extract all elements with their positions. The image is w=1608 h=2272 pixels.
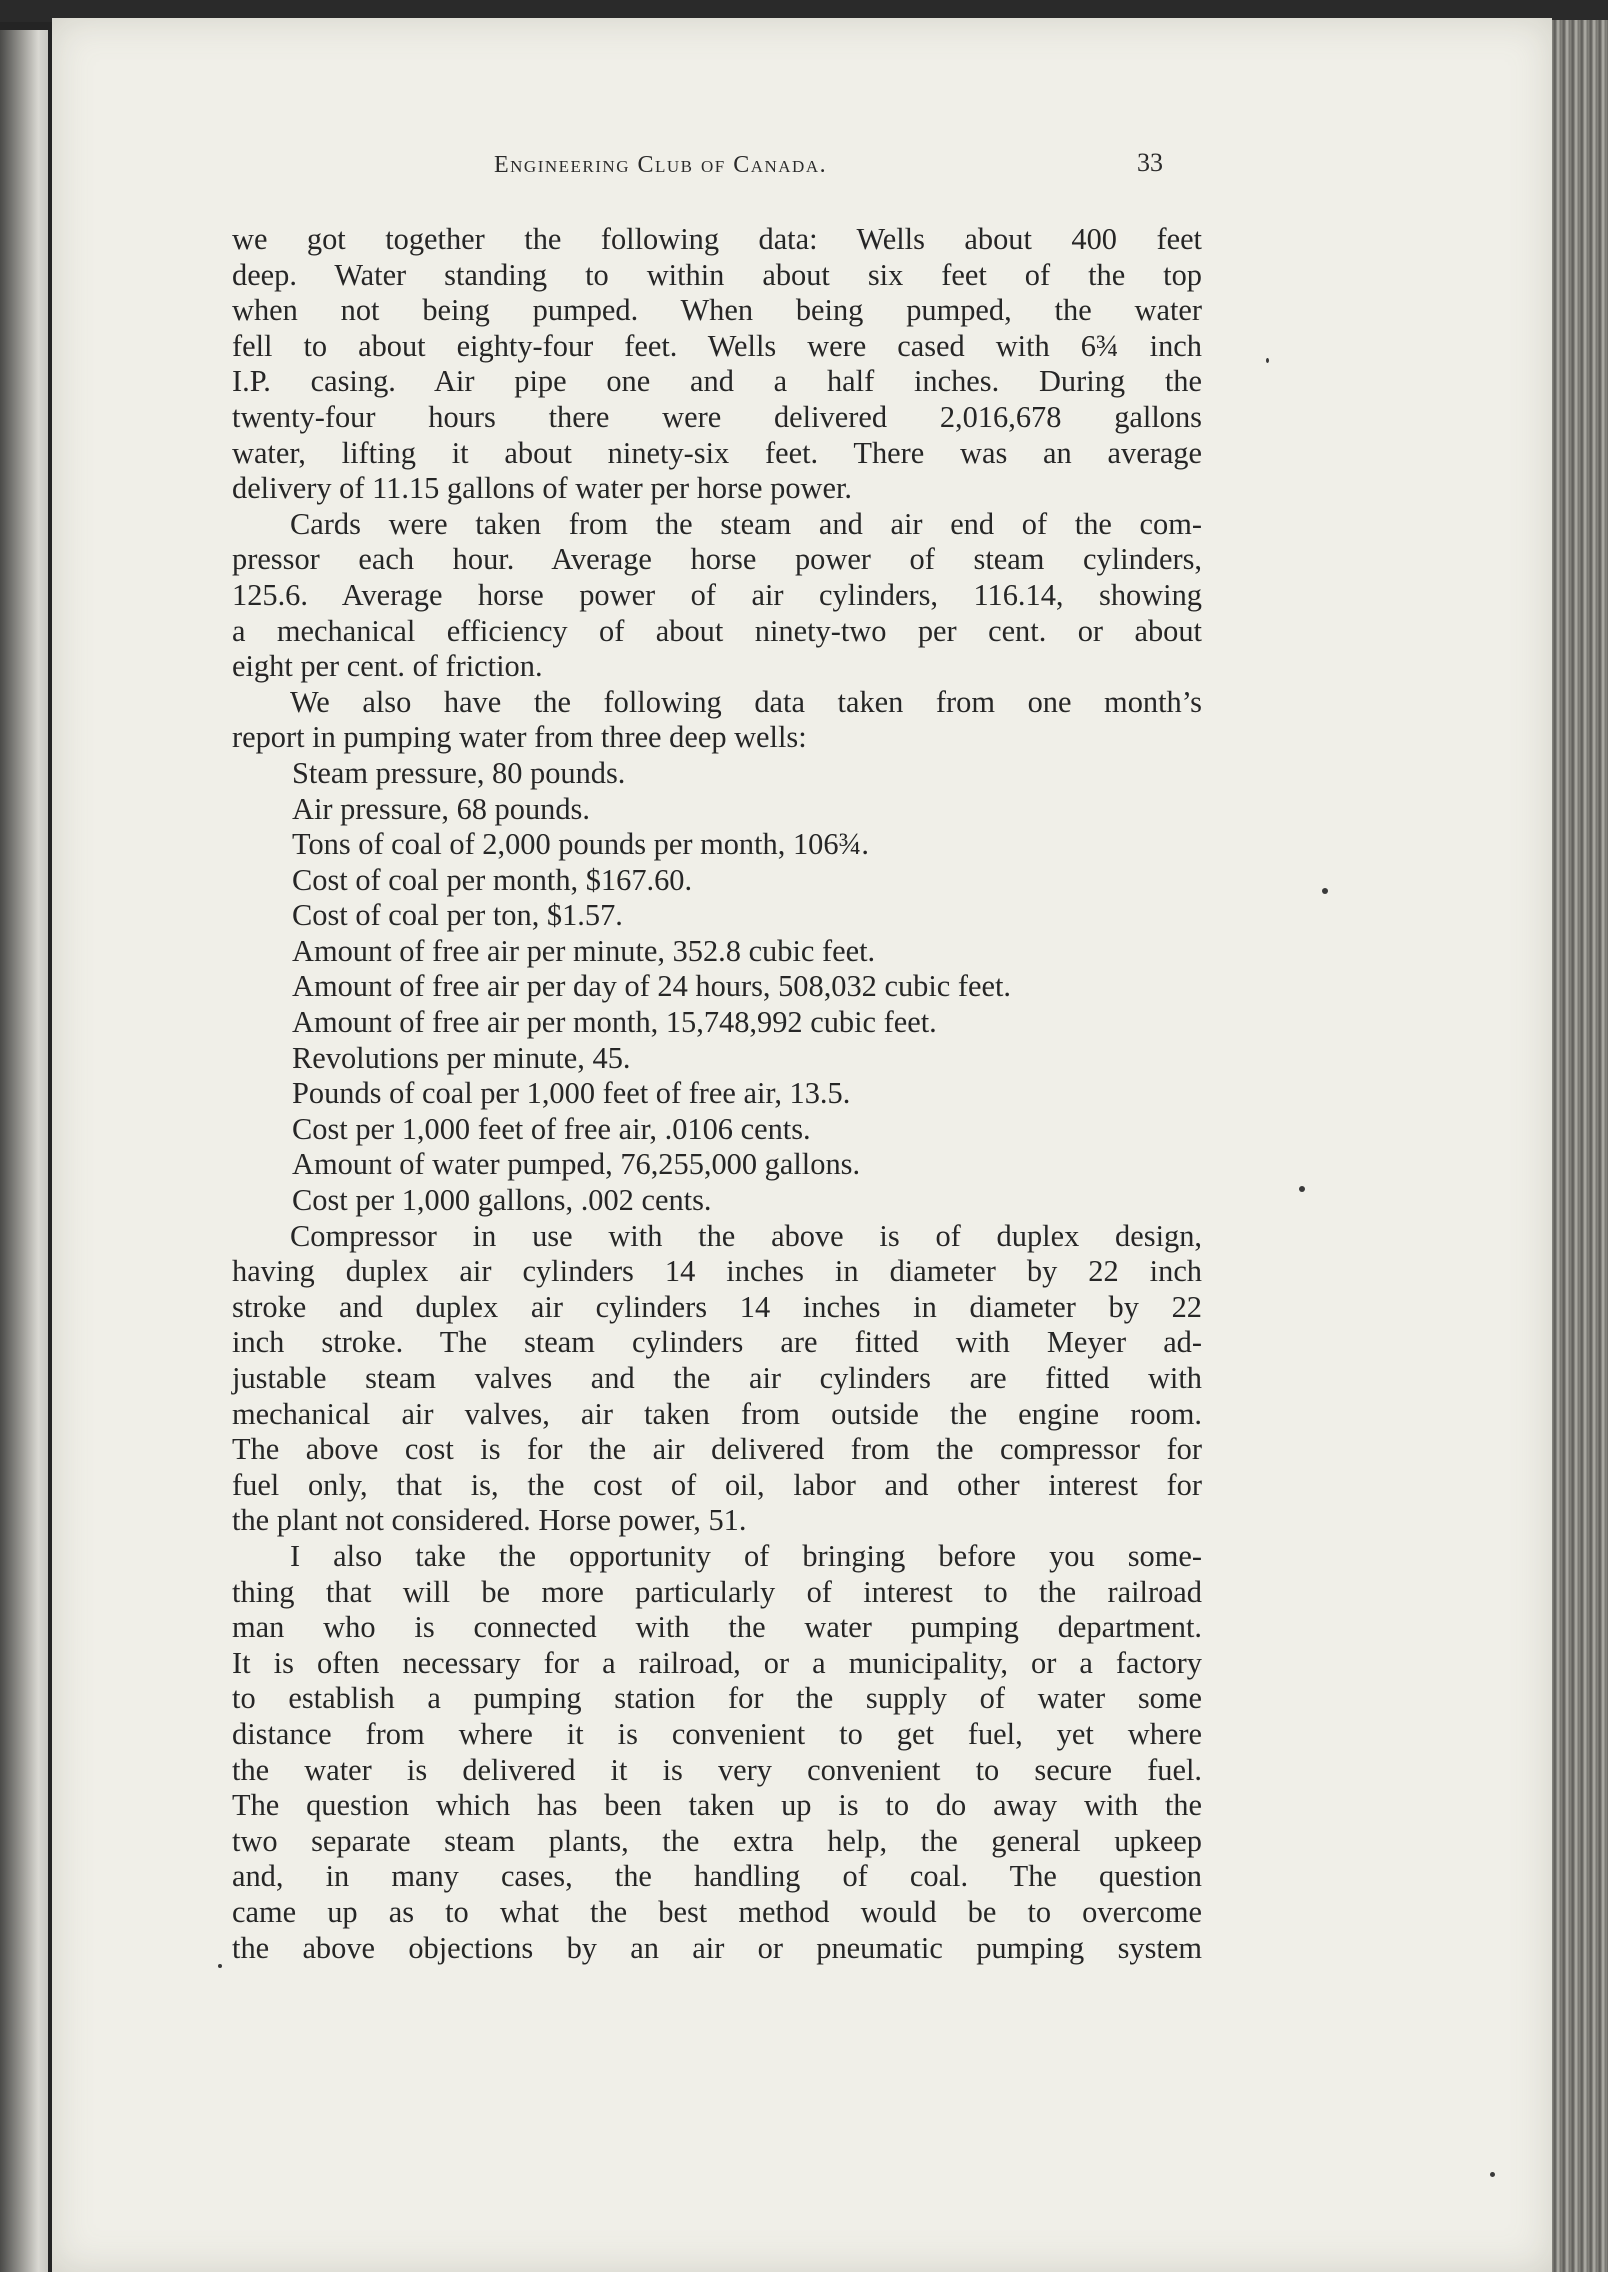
paper-speck [1490, 2172, 1495, 2177]
text-line: a mechanical efficiency of about ninety-two per cent. or about [232, 613, 1202, 648]
list-item: Amount of free air per day of 24 hours, 508,032 cubic feet. [292, 969, 1012, 1004]
text-line: having duplex air cylinders 14 inches in diameter by 22 inch [232, 1254, 1202, 1289]
text-line: fell to about eighty-four feet. Wells were cased with 6¾ inch [232, 328, 1202, 363]
list-item: Cost per 1,000 gallons, .002 cents. [292, 1183, 712, 1218]
text-line: when not being pumped. When being pumped, the water [232, 293, 1202, 328]
list-item: Amount of free air per minute, 352.8 cubic feet. [292, 933, 876, 968]
paragraph-monthly-report [232, 685, 1202, 756]
paragraph-efficiency [232, 507, 1202, 685]
paper-speck [1299, 1186, 1305, 1192]
page-number: 33 [1137, 148, 1163, 177]
text-line: distance from where it is convenient to get fuel, yet where [232, 1716, 1202, 1751]
data-list [232, 756, 1202, 1219]
text-line: stroke and duplex air cylinders 14 inches in diameter by 22 [232, 1289, 1202, 1324]
paragraph-continuation [232, 222, 1202, 507]
paragraph-compressor [232, 1219, 1202, 1539]
paper-speck [1266, 358, 1269, 363]
text-line: We also have the following data taken from one month’s [290, 684, 1202, 719]
text-line: the above objections by an air or pneumatic pumping system [232, 1930, 1202, 1965]
text-line: fuel only, that is, the cost of oil, labor and other interest for [232, 1467, 1202, 1502]
text-line: the plant not considered. Horse power, 51. [232, 1503, 747, 1538]
list-item: Cost of coal per month, $167.60. [292, 862, 693, 897]
text-line: pressor each hour. Average horse power of steam cylinders, [232, 542, 1202, 577]
text-line: to establish a pumping station for the supply of water some [232, 1681, 1202, 1716]
text-line: eight per cent. of friction. [232, 649, 543, 684]
text-line: The question which has been taken up is to do away with the [232, 1788, 1202, 1823]
text-line: Cards were taken from the steam and air end of the com- [290, 506, 1202, 541]
paragraph-railroad [232, 1539, 1202, 1966]
list-item: Amount of free air per month, 15,748,992 cubic feet. [292, 1005, 937, 1040]
text-line: The above cost is for the air delivered from the compressor for [232, 1432, 1202, 1467]
list-item: Pounds of coal per 1,000 feet of free air, 13.5. [292, 1076, 851, 1111]
text-line: we got together the following data: Wells about 400 feet [232, 222, 1202, 256]
text-line: deep. Water standing to within about six feet of the top [232, 257, 1202, 292]
text-line: and, in many cases, the handling of coal. The question [232, 1859, 1202, 1894]
running-head: Engineering Club of Canada. [494, 152, 828, 178]
list-item: Revolutions per minute, 45. [292, 1040, 631, 1075]
text-line: Compressor in use with the above is of duplex design, [290, 1218, 1202, 1253]
text-line: came up as to what the best method would be to overcome [232, 1894, 1202, 1929]
text-line: justable steam valves and the air cylinders are fitted with [232, 1361, 1202, 1395]
list-item: Amount of water pumped, 76,255,000 gallons. [292, 1147, 861, 1182]
paper-speck [218, 1964, 222, 1968]
text-line: thing that will be more particularly of interest to the railroad [232, 1574, 1202, 1609]
previous-page-edge [0, 30, 48, 2272]
text-line: twenty-four hours there were delivered 2,016,678 gallons [232, 399, 1202, 434]
list-item: Tons of coal of 2,000 pounds per month, 106¾. [292, 827, 869, 862]
text-line: two separate steam plants, the extra help, the general upkeep [232, 1823, 1202, 1858]
text-line: water, lifting it about ninety-six feet. There was an average [232, 435, 1202, 470]
text-line: man who is connected with the water pumping department. [232, 1610, 1202, 1645]
text-line: I also take the opportunity of bringing before you some- [290, 1538, 1202, 1573]
text-line: delivery of 11.15 gallons of water per horse power. [232, 471, 853, 506]
body-text [232, 222, 1202, 1966]
text-line: It is often necessary for a railroad, or a municipality, or a factory [232, 1645, 1202, 1680]
text-line: report in pumping water from three deep wells: [232, 720, 807, 755]
list-item: Steam pressure, 80 pounds. [292, 755, 626, 790]
text-line: the water is delivered it is very convenient to secure fuel. [232, 1752, 1202, 1787]
paper-speck [1322, 888, 1328, 894]
list-item: Cost per 1,000 feet of free air, .0106 cents. [292, 1111, 811, 1146]
text-line: 125.6. Average horse power of air cylinders, 116.14, showing [232, 577, 1202, 612]
text-line: mechanical air valves, air taken from outside the engine room. [232, 1396, 1202, 1431]
list-item: Air pressure, 68 pounds. [292, 791, 590, 826]
text-line: inch stroke. The steam cylinders are fitted with Meyer ad- [232, 1325, 1202, 1360]
text-line: I.P. casing. Air pipe one and a half inches. During the [232, 364, 1202, 399]
list-item: Cost of coal per ton, $1.57. [292, 898, 623, 933]
book-page-edges [1552, 20, 1608, 2272]
